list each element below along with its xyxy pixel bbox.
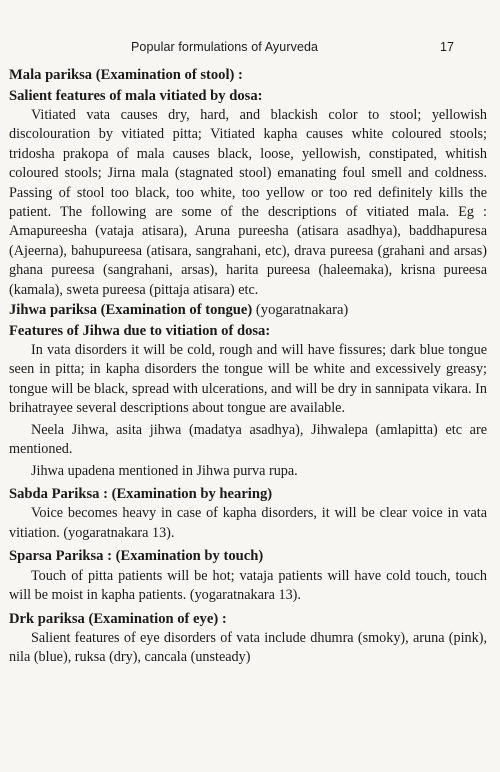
heading-salient-features-mala: Salient features of mala vitiated by dosa:: [9, 87, 263, 104]
page-content: [9, 65, 487, 668]
paragraph-jihwa-1: In vata disorders it will be cold, rough and will have fissures; dark blue tongue seen in pitta; in kapha disorders the tongue will be white and excessively greasy; tongue will be black, spread with ulcerations, and will be dry in sannipata vikara. In brihatrayee several descriptions about tongue are available.: [9, 342, 487, 417]
paragraph-drk: Salient features of eye disorders of vata include dhumra (smoky), aruna (pink), nila (blue), ruksa (dry), cancala (unsteady): [9, 630, 487, 666]
paragraph-sparsa: Touch of pitta patients will be hot; vataja patients will have cold touch, touch will be moist in kapha patients. (yogaratnakara 13).: [9, 567, 487, 604]
heading-drk-pariksa: Drk pariksa (Examination of eye) :: [9, 610, 227, 627]
paragraph-jihwa-3: Jihwa upadena mentioned in Jihwa purva rupa.: [31, 462, 298, 479]
paragraph-jihwa-2: Neela Jihwa, asita jihwa (madatya asadhya), Jihwalepa (amlapitta) etc are mentioned.: [9, 421, 487, 458]
heading-mala-pariksa: Mala pariksa (Examination of stool) :: [9, 67, 243, 83]
heading-jihwa-source: (yogaratnakara): [252, 302, 349, 319]
running-title: Popular formulations of Ayurveda: [131, 40, 319, 54]
heading-features-jihwa: Features of Jihwa due to vitiation of dosa:: [9, 322, 271, 339]
heading-jihwa-title: Jihwa pariksa (Examination of tongue): [9, 302, 253, 319]
paragraph-mala: Vitiated vata causes dry, hard, and blackish color to stool; yellowish discolouration by vitiated pitta; Vitiated kapha causes white coloured stools; tridosha prakopa of mala causes black, loose, yellowish, constipated, whitish coloured stools; Jirna mala (stagnated stool) emanating foul smell and coldness. Passing of stool too black, too white, too yellow or too red definitely kills the patient. The following are some of the descriptions of vitiated mala. Eg : Amapureesha (vataja atisara), Aruna pureesha (atisara asadhya), baddhapuresa (Ajeerna), bahupureesa (atisara, sangrahani, etc), drava pureesa (grahani and arsas) ghana pureesa (sangrahani, arsas), harita pureesa (haleemaka), krisna pureesa (kamala), sweta pureesa (pittaja atisara) etc.: [9, 107, 487, 298]
heading-sabda-pariksa: Sabda Pariksa : (Examination by hearing): [9, 485, 273, 502]
heading-jihwa-pariksa: [9, 300, 487, 321]
paragraph-sabda: Voice becomes heavy in case of kapha disorders, it will be clear voice in vata vitiation. (yogaratnakara 13).: [9, 505, 487, 541]
heading-sparsa-pariksa: Sparsa Pariksa : (Examination by touch): [9, 548, 264, 565]
page-number: 17: [440, 40, 455, 54]
running-head: [0, 40, 500, 56]
